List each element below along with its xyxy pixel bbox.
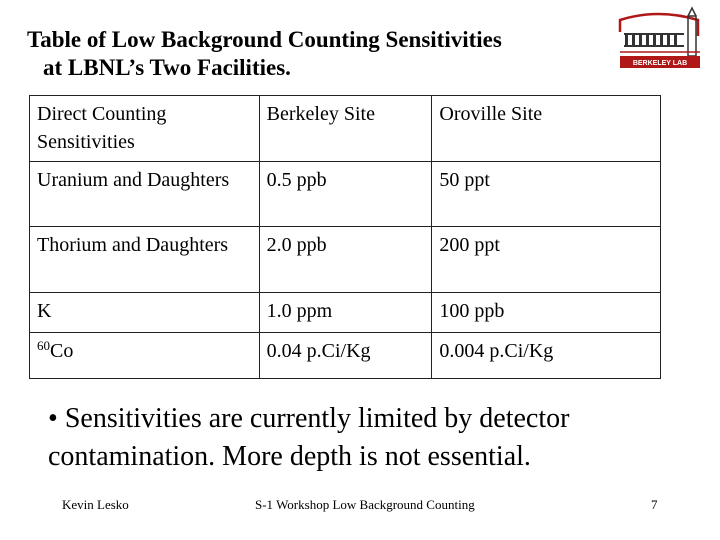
berkeley-value: 1.0 ppm <box>259 293 432 333</box>
sensitivity-table <box>29 95 661 379</box>
row-label: K <box>30 293 260 333</box>
header-cell: Oroville Site <box>432 96 661 162</box>
footer-page-number: 7 <box>651 497 658 512</box>
footer-event: S-1 Workshop Low Background Counting <box>255 497 475 512</box>
table-row <box>30 293 661 333</box>
isotope-symbol: Co <box>50 340 74 362</box>
logo-text: BERKELEY LAB <box>632 60 688 67</box>
table-row <box>30 333 661 379</box>
row-label: Thorium and Daughters <box>30 227 260 293</box>
bullet-text: Sensitivities are currently limited by detector contamination. More depth is not essential. <box>48 403 570 472</box>
oroville-value: 50 ppt <box>432 162 661 227</box>
bullet-marker: • <box>48 403 58 434</box>
berkeley-value: 0.04 p.Ci/Kg <box>259 333 432 379</box>
isotope-superscript: 60 <box>37 338 50 353</box>
row-label: Uranium and Daughters <box>30 162 260 227</box>
oroville-value: 100 ppb <box>432 293 661 333</box>
table-row <box>30 162 661 227</box>
bullet-point <box>48 400 688 476</box>
oroville-value: 200 ppt <box>432 227 661 293</box>
title-line-1: Table of Low Background Counting Sensitivities <box>27 27 502 52</box>
berkeley-lab-logo <box>618 6 710 84</box>
oroville-value: 0.004 p.Ci/Kg <box>432 333 661 379</box>
berkeley-value: 0.5 ppb <box>259 162 432 227</box>
berkeley-value: 2.0 ppb <box>259 227 432 293</box>
berkeley-lab-logo-icon <box>618 6 710 84</box>
title-line-2: at LBNL’s Two Facilities. <box>43 55 291 80</box>
footer-author: Kevin Lesko <box>62 497 129 512</box>
header-cell: Berkeley Site <box>259 96 432 162</box>
table-row <box>30 227 661 293</box>
row-label <box>30 333 260 379</box>
table-header-row <box>30 96 661 162</box>
header-cell: Direct Counting Sensitivities <box>30 96 260 162</box>
slide-title <box>27 26 617 82</box>
